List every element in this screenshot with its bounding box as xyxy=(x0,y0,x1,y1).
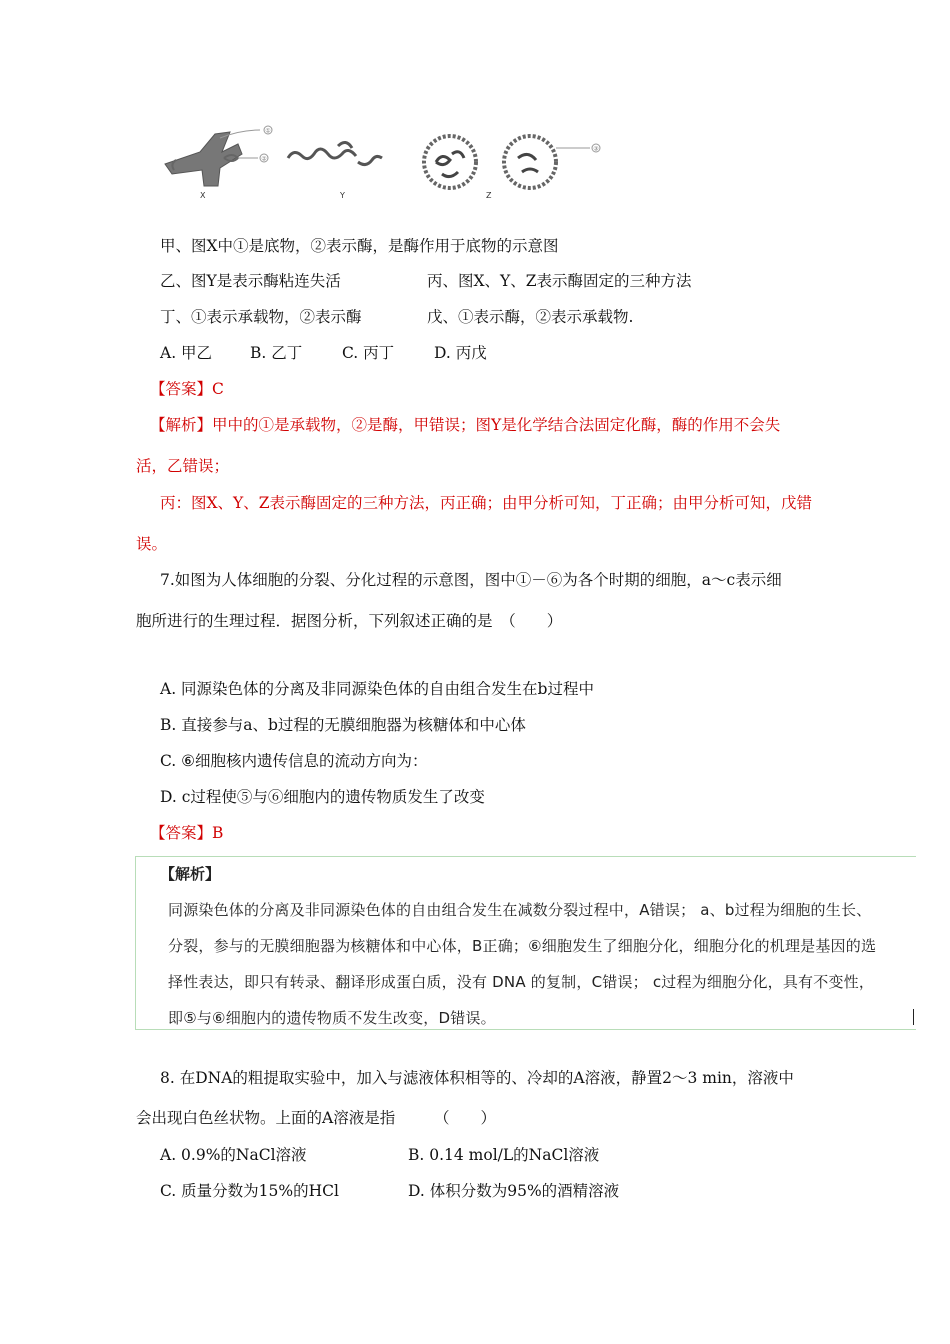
enzyme-immobilization-figure xyxy=(160,124,610,204)
q7-option-b: B. 直接参与a、b过程的无膜细胞器为核糖体和中心体 xyxy=(160,716,526,734)
figure-marker-3: ③ xyxy=(593,145,599,153)
q8-stem-line-2: 会出现白色丝状物。上面的A溶液是指 （ ） xyxy=(136,1109,496,1127)
q6-statement-bing: 丙、图X、Y、Z表示酶固定的三种方法 xyxy=(427,272,692,290)
figure-label-x: X xyxy=(200,191,206,200)
q7-option-a: A. 同源染色体的分离及非同源染色体的自由组合发生在b过程中 xyxy=(160,680,594,698)
q7-stem-line-1: 7.如图为人体细胞的分裂、分化过程的示意图，图中①－⑥为各个时期的细胞，a～c表示细 xyxy=(160,571,782,589)
q6-answer: 【答案】C xyxy=(150,380,224,398)
q7-analysis-box xyxy=(135,856,916,1030)
figure-label-z: Z xyxy=(486,191,492,200)
q7-option-c: C. ⑥细胞核内遗传信息的流动方向为： xyxy=(160,752,428,770)
q6-analysis-line-1: 【解析】甲中的①是承载物，②是酶，甲错误；图Y是化学结合法固定化酶，酶的作用不会失 xyxy=(150,416,781,434)
q8-option-c: C. 质量分数为15%的HCl xyxy=(160,1182,339,1200)
q8-stem-line-1: 8. 在DNA的粗提取实验中，加入与滤液体积相等的、冷却的A溶液，静置2～3 min，溶液中 xyxy=(160,1069,794,1087)
figure-z-diagram xyxy=(424,136,600,200)
q6-analysis-line-2: 活，乙错误； xyxy=(136,457,230,475)
figure-label-y: Y xyxy=(340,191,345,200)
q6-analysis-line-4: 误。 xyxy=(136,535,168,553)
q6-option-d: D. 丙戊 xyxy=(434,344,487,362)
figure-marker-1: ① xyxy=(265,127,271,135)
q6-option-a: A. 甲乙 xyxy=(160,344,213,362)
q7-option-d: D. c过程使⑤与⑥细胞内的遗传物质发生了改变 xyxy=(160,788,485,806)
q7-stem-line-2: 胞所进行的生理过程．据图分析，下列叙述正确的是 （ ） xyxy=(136,612,563,630)
q6-option-c: C. 丙丁 xyxy=(342,344,395,362)
q6-statement-jia: 甲、图X中①是底物，②表示酶，是酶作用于底物的示意图 xyxy=(160,237,559,255)
q7-analysis-line-1: 同源染色体的分离及非同源染色体的自由组合发生在减数分裂过程中，A错误； a、b过程为细胞的生长、 xyxy=(168,901,872,919)
q6-statement-wu: 戊、①表示酶，②表示承载物. xyxy=(427,308,634,326)
q6-options xyxy=(160,343,487,363)
q7-analysis-line-4: 即⑤与⑥细胞内的遗传物质不发生改变，D错误。 xyxy=(168,1009,496,1027)
q7-analysis-line-2: 分裂，参与的无膜细胞器为核糖体和中心体，B正确；⑥细胞发生了细胞分化，细胞分化的机理是基因的选 xyxy=(168,937,877,955)
figure-x-diagram xyxy=(165,126,272,200)
q6-option-b: B. 乙丁 xyxy=(250,344,303,362)
q7-analysis-title: 【解析】 xyxy=(160,865,221,883)
q7-answer: 【答案】B xyxy=(150,824,224,842)
text-cursor xyxy=(913,1009,915,1025)
q6-statement-yi: 乙、图Y是表示酶粘连失活 xyxy=(160,272,341,290)
q8-option-b: B. 0.14 mol/L的NaCl溶液 xyxy=(408,1146,600,1164)
q7-analysis-line-3: 择性表达，即只有转录、翻译形成蛋白质，没有 DNA 的复制，C错误； c过程为细胞分化，具有不变性， xyxy=(168,973,875,991)
q6-statement-ding: 丁、①表示承载物，②表示酶 xyxy=(160,308,362,326)
q8-option-d: D. 体积分数为95%的酒精溶液 xyxy=(408,1182,620,1200)
figure-y-diagram xyxy=(288,142,382,200)
figure-marker-2: ② xyxy=(261,155,267,163)
q6-analysis-line-3: 丙：图X、Y、Z表示酶固定的三种方法，丙正确；由甲分析可知，丁正确；由甲分析可知，戊错 xyxy=(160,494,813,512)
q8-option-a: A. 0.9%的NaCl溶液 xyxy=(160,1146,307,1164)
